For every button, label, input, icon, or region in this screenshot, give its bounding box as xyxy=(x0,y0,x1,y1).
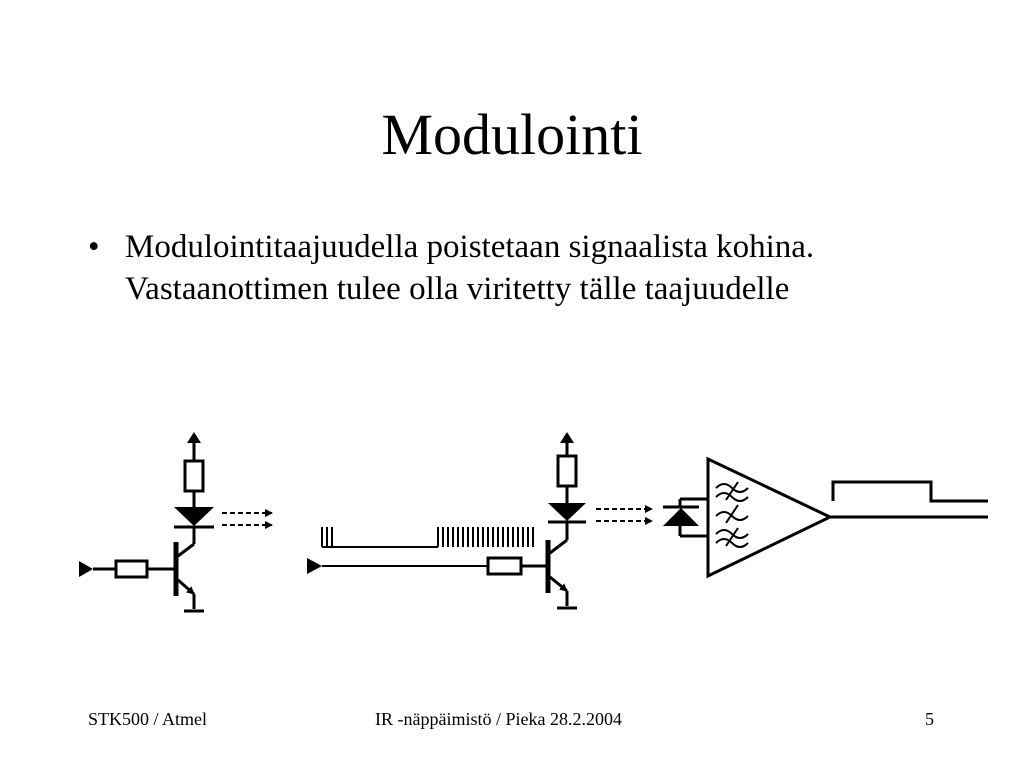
led-icon xyxy=(548,503,586,521)
transmitter-circuit xyxy=(79,432,272,611)
supply-arrow-icon xyxy=(560,432,574,443)
footer-center-text: IR -näppäimistö / Pieka 28.2.2004 xyxy=(375,709,622,729)
resistor-icon xyxy=(185,461,203,491)
modulated-signal-circuit xyxy=(307,432,652,608)
footer-left-text: STK500 / Atmel xyxy=(88,709,208,729)
supply-arrow-icon xyxy=(187,432,201,443)
bandpass-filter-icon xyxy=(716,482,748,547)
bullet-text: Modulointitaajuudella poistetaan signaalista kohina. Vastaanottimen tulee olla viritetty tälle taajuudelle xyxy=(125,229,815,307)
bullet-marker: • xyxy=(88,229,100,265)
page-number: 5 xyxy=(925,709,934,729)
demodulated-output-pulse xyxy=(833,482,988,501)
resistor-icon xyxy=(488,558,521,574)
modulated-pulse-train xyxy=(322,527,533,547)
resistor-icon xyxy=(116,561,147,577)
slide-title: Modulointi xyxy=(381,102,643,167)
receiver-circuit xyxy=(663,459,988,576)
resistor-icon xyxy=(558,456,576,486)
input-arrow-icon xyxy=(79,561,93,577)
led-icon xyxy=(174,507,214,526)
input-arrow-icon xyxy=(307,558,322,574)
amplifier-filter-icon xyxy=(708,459,830,576)
